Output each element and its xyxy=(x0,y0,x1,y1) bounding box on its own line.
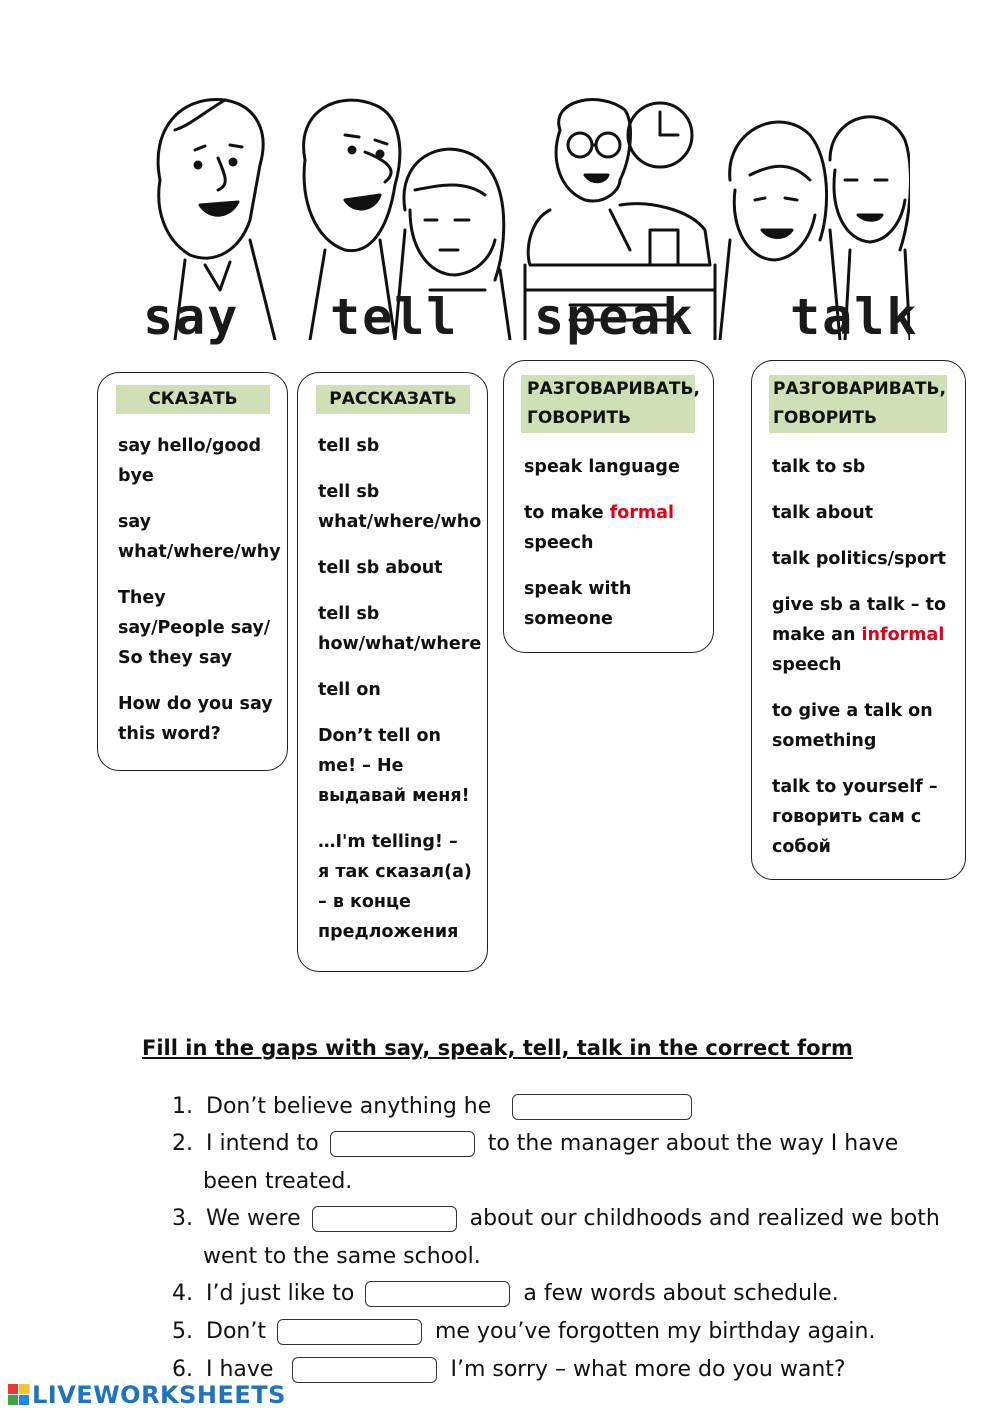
highlight-word: formal xyxy=(609,503,674,523)
exercise-line-4 xyxy=(172,1279,839,1309)
item-number: 3. xyxy=(172,1206,193,1231)
tell-box-items xyxy=(318,431,482,963)
say-box-header: СКАЗАТЬ xyxy=(116,385,270,414)
list-item xyxy=(524,498,701,558)
sentence-continuation: went to the same school. xyxy=(203,1244,481,1269)
exercise-line-1 xyxy=(172,1092,692,1122)
list-item: talk to yourself – говорить сам с собой xyxy=(772,777,938,857)
list-item: talk to sb xyxy=(772,457,866,477)
exercise-line-2 xyxy=(172,1129,898,1159)
list-item: They say/People say/ So they say xyxy=(118,588,271,668)
sentence-start: We were xyxy=(206,1206,301,1231)
logo-icon xyxy=(8,1384,30,1406)
item-number: 1. xyxy=(172,1094,193,1119)
talk-box-header: РАЗГОВАРИВАТЬ, ГОВОРИТЬ xyxy=(769,375,947,433)
list-item: speak with someone xyxy=(524,579,632,629)
answer-input-2[interactable] xyxy=(330,1131,475,1157)
item-number: 4. xyxy=(172,1281,193,1306)
item-text: speech xyxy=(772,655,842,675)
list-item xyxy=(772,590,953,680)
sentence-end: a few words about schedule. xyxy=(523,1281,839,1306)
list-item: tell on xyxy=(318,680,381,700)
answer-input-1[interactable] xyxy=(512,1094,692,1120)
sentence-start: Don’t xyxy=(206,1319,266,1344)
sentence-start: I intend to xyxy=(206,1131,319,1156)
answer-input-4[interactable] xyxy=(365,1281,510,1307)
sentence-continuation: been treated. xyxy=(203,1169,353,1194)
list-item: to give a talk on something xyxy=(772,701,933,751)
list-item: say hello/good bye xyxy=(118,436,262,486)
sentence-end: me you’ve forgotten my birthday again. xyxy=(434,1319,876,1344)
speak-box xyxy=(503,360,714,653)
talk-box-items xyxy=(772,452,953,878)
verb-tell: tell xyxy=(330,288,459,346)
list-item: …I'm telling! – я так сказал(а) – в конце предложения xyxy=(318,832,472,942)
sentence-end: to the manager about the way I have xyxy=(487,1131,899,1156)
say-box-items xyxy=(118,431,281,765)
sentence-end: about our childhoods and realized we both xyxy=(469,1206,940,1231)
answer-input-3[interactable] xyxy=(312,1206,457,1232)
sentence-start: Don’t believe anything he xyxy=(206,1094,492,1119)
list-item: speak language xyxy=(524,457,680,477)
liveworksheets-logo xyxy=(8,1381,286,1409)
list-item: tell sb xyxy=(318,436,380,456)
item-number: 2. xyxy=(172,1131,193,1156)
speak-box-items xyxy=(524,452,701,650)
list-item: tell sb how/what/where xyxy=(318,604,482,654)
list-item: Don’t tell on me! – Не выдавай меня! xyxy=(318,726,470,806)
sentence-start: I have xyxy=(206,1357,274,1382)
item-number: 5. xyxy=(172,1319,193,1344)
speak-box-header: РАЗГОВАРИВАТЬ, ГОВОРИТЬ xyxy=(521,375,695,433)
list-item: tell sb what/where/who xyxy=(318,482,482,532)
verb-say: say xyxy=(143,288,240,346)
tell-box xyxy=(297,372,488,972)
exercise-line-5 xyxy=(172,1317,875,1347)
highlight-word: informal xyxy=(861,625,945,645)
exercise-title: Fill in the gaps with say, speak, tell, talk in the correct form xyxy=(142,1036,853,1060)
exercise-line-3 xyxy=(172,1204,940,1234)
list-item: talk politics/sport xyxy=(772,549,946,569)
item-text: speech xyxy=(524,533,594,553)
list-item: say what/where/why xyxy=(118,512,281,562)
verb-speak: speak xyxy=(534,288,695,346)
verb-talk: talk xyxy=(790,288,919,346)
item-text: to make xyxy=(524,503,610,523)
item-text: give sb a talk – to make an xyxy=(772,595,946,645)
list-item: How do you say this word? xyxy=(118,694,273,744)
answer-input-6[interactable] xyxy=(292,1357,437,1383)
talk-box xyxy=(751,360,966,880)
list-item: tell sb about xyxy=(318,558,443,578)
tell-box-header: РАССКАЗАТЬ xyxy=(316,385,470,414)
exercise-line-3b xyxy=(203,1242,481,1272)
item-number: 6. xyxy=(172,1357,193,1382)
brand-text: LIVEWORKSHEETS xyxy=(32,1381,286,1409)
say-box xyxy=(97,372,288,771)
sentence-end: I’m sorry – what more do you want? xyxy=(450,1357,846,1382)
exercise-line-2b xyxy=(203,1167,352,1197)
list-item: talk about xyxy=(772,503,874,523)
sentence-start: I’d just like to xyxy=(206,1281,355,1306)
answer-input-5[interactable] xyxy=(277,1319,422,1345)
